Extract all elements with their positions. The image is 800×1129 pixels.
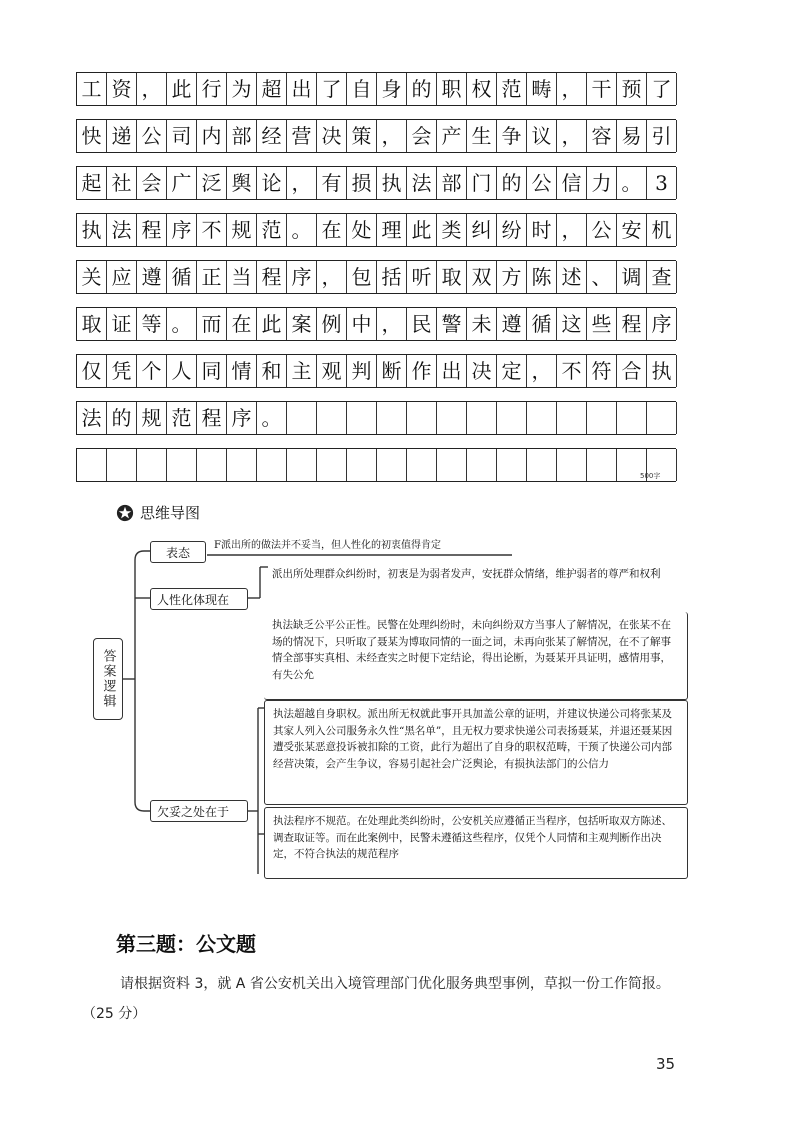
grid-cell: 仅 xyxy=(77,355,107,387)
grid-cell: 经 xyxy=(257,120,287,152)
grid-row xyxy=(76,166,676,200)
grid-cell: 这 xyxy=(557,308,587,340)
grid-row xyxy=(76,354,676,388)
grid-cell: 序 xyxy=(647,308,677,340)
grid-cell: 生 xyxy=(467,120,497,152)
grid-cell: 判 xyxy=(347,355,377,387)
grid-cell: 凭 xyxy=(107,355,137,387)
grid-cell xyxy=(647,402,677,434)
grid-cell xyxy=(137,449,167,481)
node-improper: 欠妥之处在于 xyxy=(150,800,248,822)
grid-cell: 公 xyxy=(587,214,617,246)
node-humanized: 人性化体现在 xyxy=(150,588,248,610)
grid-cell: 法 xyxy=(107,214,137,246)
grid-cell: 超 xyxy=(257,73,287,105)
grid-cell: 论 xyxy=(257,167,287,199)
grid-cell: 警 xyxy=(437,308,467,340)
grid-cell: 方 xyxy=(497,261,527,293)
grid-cell xyxy=(407,449,437,481)
grid-cell xyxy=(167,449,197,481)
grid-cell: 些 xyxy=(587,308,617,340)
grid-cell: 取 xyxy=(437,261,467,293)
grid-cell: 权 xyxy=(467,73,497,105)
grid-cell: 人 xyxy=(167,355,197,387)
grid-cell xyxy=(317,449,347,481)
grid-cell: 定 xyxy=(497,355,527,387)
grid-cell: 信 xyxy=(557,167,587,199)
grid-cell: 舆 xyxy=(227,167,257,199)
grid-cell: 此 xyxy=(257,308,287,340)
grid-cell: 广 xyxy=(167,167,197,199)
grid-cell: 了 xyxy=(647,73,677,105)
grid-cell: 程 xyxy=(257,261,287,293)
grid-cell: 执 xyxy=(377,167,407,199)
grid-cell: 争 xyxy=(497,120,527,152)
grid-cell xyxy=(377,402,407,434)
grid-cell: 作 xyxy=(407,355,437,387)
grid-cell: 有 xyxy=(317,167,347,199)
grid-cell xyxy=(227,449,257,481)
grid-cell: 自 xyxy=(347,73,377,105)
grid-cell: 法 xyxy=(407,167,437,199)
grid-cell: 中 xyxy=(347,308,377,340)
grid-cell: 程 xyxy=(197,402,227,434)
grid-cell: 司 xyxy=(167,120,197,152)
grid-cell: 在 xyxy=(227,308,257,340)
grid-cell: 同 xyxy=(197,355,227,387)
grid-cell: 包 xyxy=(347,261,377,293)
grid-cell: 情 xyxy=(227,355,257,387)
grid-cell: 决 xyxy=(467,355,497,387)
grid-cell: 关 xyxy=(77,261,107,293)
grid-cell: ， xyxy=(377,120,407,152)
grid-cell xyxy=(287,402,317,434)
grid-cell: 而 xyxy=(197,308,227,340)
grid-cell: 遵 xyxy=(497,308,527,340)
grid-cell: 述 xyxy=(557,261,587,293)
grid-row xyxy=(76,401,676,435)
grid-cell: 时 xyxy=(527,214,557,246)
grid-cell xyxy=(587,449,617,481)
grid-cell: 主 xyxy=(287,355,317,387)
grid-cell: 职 xyxy=(437,73,467,105)
grid-cell: ， xyxy=(557,120,587,152)
grid-cell: 例 xyxy=(317,308,347,340)
grid-cell: 循 xyxy=(167,261,197,293)
grid-cell xyxy=(317,402,347,434)
grid-cell: 易 xyxy=(617,120,647,152)
improper-point-3: 执法程序不规范。在处理此类纠纷时，公安机关应遵循正当程序，包括听取双方陈述、调查取证等。而在此案例中，民警未遵循这些程序，仅凭个人同情和主观判断作出决定，不符合执法的规范程序 xyxy=(264,807,688,879)
grid-cell xyxy=(497,402,527,434)
grid-cell: 。 xyxy=(167,308,197,340)
grid-cell: 序 xyxy=(227,402,257,434)
grid-cell: 执 xyxy=(77,214,107,246)
grid-row xyxy=(76,213,676,247)
grid-cell: 畴 xyxy=(527,73,557,105)
grid-cell: 正 xyxy=(197,261,227,293)
grid-cell xyxy=(527,449,557,481)
grid-cell xyxy=(467,402,497,434)
grid-cell: 预 xyxy=(617,73,647,105)
grid-cell xyxy=(107,449,137,481)
grid-cell: 范 xyxy=(257,214,287,246)
grid-cell: 陈 xyxy=(527,261,557,293)
grid-cell: 策 xyxy=(347,120,377,152)
grid-cell: 为 xyxy=(227,73,257,105)
grid-cell: 安 xyxy=(617,214,647,246)
grid-cell: 身 xyxy=(377,73,407,105)
grid-cell: 了 xyxy=(317,73,347,105)
grid-cell xyxy=(347,402,377,434)
grid-cell: 个 xyxy=(137,355,167,387)
grid-cell: 的 xyxy=(407,73,437,105)
grid-cell: 内 xyxy=(197,120,227,152)
grid-cell: 等 xyxy=(137,308,167,340)
grid-cell: 序 xyxy=(167,214,197,246)
grid-cell: 递 xyxy=(107,120,137,152)
grid-cell: 不 xyxy=(197,214,227,246)
grid-cell: ， xyxy=(377,308,407,340)
grid-cell: 起 xyxy=(77,167,107,199)
grid-cell: ， xyxy=(527,355,557,387)
grid-cell xyxy=(437,402,467,434)
grid-cell xyxy=(347,449,377,481)
grid-cell xyxy=(467,449,497,481)
grid-cell: 未 xyxy=(467,308,497,340)
grid-cell: 、 xyxy=(587,261,617,293)
grid-cell: 查 xyxy=(647,261,677,293)
mindmap-title: 思维导图 xyxy=(140,504,201,522)
grid-cell: 范 xyxy=(497,73,527,105)
grid-row xyxy=(76,448,676,482)
grid-cell: 的 xyxy=(497,167,527,199)
grid-cell: 规 xyxy=(137,402,167,434)
grid-cell: 证 xyxy=(107,308,137,340)
grid-cell xyxy=(437,449,467,481)
grid-cell: 。 xyxy=(257,402,287,434)
grid-cell: 资 xyxy=(107,73,137,105)
grid-cell xyxy=(557,449,587,481)
grid-cell: 公 xyxy=(137,120,167,152)
grid-row xyxy=(76,72,676,106)
grid-cell: 在 xyxy=(317,214,347,246)
mindmap-root: 答案逻辑 xyxy=(93,638,123,720)
grid-cell: 双 xyxy=(467,261,497,293)
grid-cell: 合 xyxy=(617,355,647,387)
grid-cell: 干 xyxy=(587,73,617,105)
grid-cell: 。 xyxy=(617,167,647,199)
grid-cell: 工 xyxy=(77,73,107,105)
grid-cell: 规 xyxy=(227,214,257,246)
grid-cell xyxy=(587,402,617,434)
grid-cell xyxy=(377,449,407,481)
grid-cell xyxy=(77,449,107,481)
grid-cell: 决 xyxy=(317,120,347,152)
grid-cell: 会 xyxy=(137,167,167,199)
grid-cell: ， xyxy=(287,167,317,199)
grid-cell: 听 xyxy=(407,261,437,293)
mindmap-badge-icon xyxy=(116,504,134,522)
grid-cell: 和 xyxy=(257,355,287,387)
node-attitude: 表态 xyxy=(150,541,206,563)
grid-cell: 部 xyxy=(437,167,467,199)
grid-cell xyxy=(527,402,557,434)
grid-cell: 公 xyxy=(527,167,557,199)
grid-cell: 力 xyxy=(587,167,617,199)
grid-cell: 此 xyxy=(167,73,197,105)
grid-cell: 纠 xyxy=(467,214,497,246)
grid-cell: 门 xyxy=(467,167,497,199)
grid-cell: 机 xyxy=(647,214,677,246)
grid-cell: 序 xyxy=(287,261,317,293)
attitude-text: F派出所的做法并不妥当，但人性化的初衷值得肯定 xyxy=(214,540,441,551)
grid-cell: 取 xyxy=(77,308,107,340)
grid-cell: 产 xyxy=(437,120,467,152)
grid-cell xyxy=(497,449,527,481)
grid-cell: 观 xyxy=(317,355,347,387)
grid-cell: 括 xyxy=(377,261,407,293)
grid-cell: 议 xyxy=(527,120,557,152)
grid-cell: 程 xyxy=(617,308,647,340)
grid-cell: ， xyxy=(557,214,587,246)
grid-cell: 快 xyxy=(77,120,107,152)
grid-cell: 程 xyxy=(137,214,167,246)
grid-cell: 断 xyxy=(377,355,407,387)
grid-cell: 处 xyxy=(347,214,377,246)
grid-cell xyxy=(617,402,647,434)
grid-cell: 纷 xyxy=(497,214,527,246)
word-count-label: 500字 xyxy=(640,472,661,480)
grid-cell: 出 xyxy=(287,73,317,105)
grid-cell: 的 xyxy=(107,402,137,434)
humanized-text: 派出所处理群众纠纷时，初衷是为弱者发声，安抚群众情绪，维护弱者的尊严和权利 xyxy=(272,568,661,580)
grid-cell: 案 xyxy=(287,308,317,340)
grid-cell xyxy=(557,402,587,434)
grid-cell: 类 xyxy=(437,214,467,246)
grid-cell: 遵 xyxy=(137,261,167,293)
grid-cell: 符 xyxy=(587,355,617,387)
question-title: 第三题：公文题 xyxy=(116,932,256,956)
grid-cell: 行 xyxy=(197,73,227,105)
grid-cell: 当 xyxy=(227,261,257,293)
grid-cell: 理 xyxy=(377,214,407,246)
answer-grid xyxy=(76,72,676,495)
grid-cell: ， xyxy=(557,73,587,105)
grid-cell: 泛 xyxy=(197,167,227,199)
grid-cell xyxy=(257,449,287,481)
grid-cell: 会 xyxy=(407,120,437,152)
grid-cell: 不 xyxy=(557,355,587,387)
grid-cell: 。 xyxy=(287,214,317,246)
grid-cell: 营 xyxy=(287,120,317,152)
grid-cell: 法 xyxy=(77,402,107,434)
grid-row xyxy=(76,307,676,341)
grid-cell: 调 xyxy=(617,261,647,293)
grid-cell xyxy=(407,402,437,434)
grid-cell: 执 xyxy=(647,355,677,387)
improper-point-1: 执法缺乏公平公正性。民警在处理纠纷时，未向纠纷双方当事人了解情况，在张某不在场的情况下，只听取了聂某为博取同情的一面之词，未再向张某了解情况，在不了解事情全部事实真相、未经查实之时便下定结论，得出论断，为聂某开具证明，感情用事，有失公允 xyxy=(264,612,688,700)
page-number: 35 xyxy=(656,1055,676,1073)
question-body: 请根据资料 3，就 A 省公安机关出入境管理部门优化服务典型事例，草拟一份工作简报。（25 分） xyxy=(82,976,670,1022)
grid-cell: 引 xyxy=(647,120,677,152)
grid-cell: 出 xyxy=(437,355,467,387)
grid-cell: 部 xyxy=(227,120,257,152)
mindmap-header xyxy=(116,502,200,523)
grid-cell: 3 xyxy=(647,167,677,199)
grid-cell: 损 xyxy=(347,167,377,199)
grid-row xyxy=(76,260,676,294)
grid-cell: 容 xyxy=(587,120,617,152)
grid-cell: 应 xyxy=(107,261,137,293)
grid-cell: ， xyxy=(317,261,347,293)
grid-cell xyxy=(287,449,317,481)
grid-cell xyxy=(197,449,227,481)
grid-cell: 社 xyxy=(107,167,137,199)
grid-cell: 范 xyxy=(167,402,197,434)
improper-point-2: 执法超越自身职权。派出所无权就此事开具加盖公章的证明，并建议快递公司将张某及其家人列入公司服务永久性“黑名单”，且无权力要求快递公司表扬聂某，并退还聂某因遭受张某恶意投诉被扣除的工资，此行为超出了自身的职权范畴，干预了快递公司内部经营决策，会产生争议，容易引起社会广泛舆论，有损执法部门的公信力 xyxy=(264,700,688,805)
grid-cell: ， xyxy=(137,73,167,105)
grid-cell: 循 xyxy=(527,308,557,340)
grid-cell: 民 xyxy=(407,308,437,340)
grid-row xyxy=(76,119,676,153)
grid-cell: 此 xyxy=(407,214,437,246)
